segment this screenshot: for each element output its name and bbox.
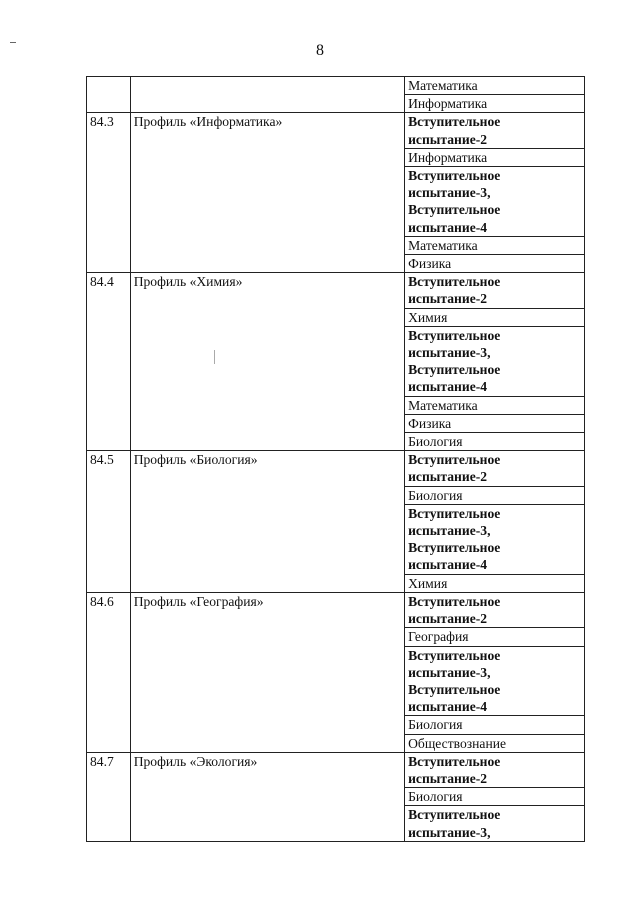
scan-artifact-mark [10, 42, 16, 43]
entrance-exam-header-cell: Вступительное испытание-3, Вступительное испытание-4 [405, 646, 585, 716]
admission-subjects-table [86, 76, 585, 842]
profile-code-cell: 84.3 [87, 113, 131, 273]
entrance-exam-header-cell: Вступительное испытание-2 [405, 592, 585, 627]
table-row [87, 113, 585, 148]
subject-cell: Математика [405, 236, 585, 254]
table-row [87, 273, 585, 308]
subject-cell: Биология [405, 788, 585, 806]
entrance-exam-header-cell: Вступительное испытание-3, [405, 806, 585, 841]
profile-code-cell: 84.5 [87, 451, 131, 593]
profile-name-cell: Профиль «Информатика» [130, 113, 404, 273]
profile-name-cell: Профиль «География» [130, 592, 404, 752]
profile-code-cell: 84.4 [87, 273, 131, 451]
profile-name-cell [130, 77, 404, 113]
profile-code-cell [87, 77, 131, 113]
subject-cell: Физика [405, 414, 585, 432]
scan-artifact-mark [214, 350, 215, 364]
table-row [87, 451, 585, 486]
subject-cell: Информатика [405, 95, 585, 113]
table-row [87, 77, 585, 95]
subject-cell: Обществознание [405, 734, 585, 752]
entrance-exam-header-cell: Вступительное испытание-3, Вступительное испытание-4 [405, 326, 585, 396]
entrance-exam-header-cell: Вступительное испытание-2 [405, 273, 585, 308]
table-row [87, 752, 585, 787]
table-row [87, 592, 585, 627]
subject-cell: Биология [405, 433, 585, 451]
subject-cell: Биология [405, 716, 585, 734]
entrance-exam-header-cell: Вступительное испытание-3, Вступительное испытание-4 [405, 167, 585, 237]
subject-cell: Математика [405, 77, 585, 95]
profile-name-cell: Профиль «Биология» [130, 451, 404, 593]
subject-cell: Информатика [405, 148, 585, 166]
profile-name-cell: Профиль «Химия» [130, 273, 404, 451]
subject-cell: Физика [405, 255, 585, 273]
entrance-exam-header-cell: Вступительное испытание-3, Вступительное испытание-4 [405, 504, 585, 574]
profile-code-cell: 84.6 [87, 592, 131, 752]
profile-name-cell: Профиль «Экология» [130, 752, 404, 841]
subject-cell: География [405, 628, 585, 646]
entrance-exam-header-cell: Вступительное испытание-2 [405, 451, 585, 486]
entrance-exam-header-cell: Вступительное испытание-2 [405, 113, 585, 148]
profile-code-cell: 84.7 [87, 752, 131, 841]
subject-cell: Биология [405, 486, 585, 504]
subject-cell: Химия [405, 308, 585, 326]
page-number: 8 [316, 42, 324, 59]
subject-cell: Математика [405, 396, 585, 414]
subject-cell: Химия [405, 574, 585, 592]
entrance-exam-header-cell: Вступительное испытание-2 [405, 752, 585, 787]
